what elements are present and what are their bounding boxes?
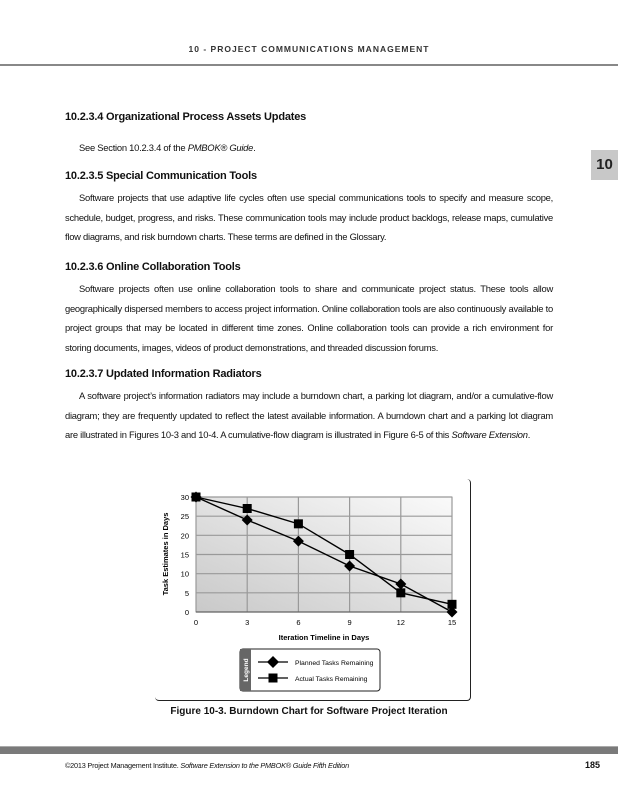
legend-title: Legend — [243, 658, 250, 682]
footer-bar — [0, 746, 618, 754]
section-body — [65, 386, 553, 445]
data-point-actual — [192, 493, 201, 502]
y-tick-label: 0 — [184, 608, 189, 617]
y-axis-label: Task Estimates in Days — [161, 512, 170, 596]
data-point-actual — [448, 600, 457, 609]
legend-label-planned: Planned Tasks Remaining — [295, 660, 374, 667]
x-tick-label: 6 — [296, 618, 301, 627]
body-text: A software project’s information radiators may include a burndown chart, a parking lot diagram, and/or a cumulative-flow diagram; they are frequently updated to reflect the latest available information. A burndown chart and a parking lot diagram are illustrated in Figures 10-3 and 10-4. A cumulative-flow diagram is illustrated in Figure 6-5 of this — [65, 390, 553, 441]
legend-box — [240, 649, 380, 691]
y-tick-label: 30 — [180, 493, 189, 502]
section-body: Software projects that use adaptive life cycles often use special communications tools to specify and measure scope, schedule, budget, progress, and risks. These communication tools may include product backlogs, release maps, cumulative flow diagrams, and risk burndown charts. These terms are defined in the Glossary. — [65, 192, 553, 243]
data-point-actual — [294, 519, 303, 528]
book-title: Software Extension to the PMBOK® Guide Fifth Edition — [180, 761, 349, 770]
x-axis-label: Iteration Timeline in Days — [278, 633, 370, 642]
header-rule — [0, 64, 618, 66]
data-point-actual — [396, 588, 405, 597]
y-tick-label: 10 — [180, 569, 189, 579]
x-tick-label: 15 — [447, 618, 457, 627]
page-number: 185 — [585, 760, 601, 770]
data-point-actual — [243, 504, 252, 513]
body-text: . — [527, 429, 531, 441]
section-body: Software projects often use online collaboration tools to share and communicate project status. These tools allow geographically dispersed members to access project information. Online collaboration tools are also continuously available to project groups that may be located in different time zones. Online collaboration tools can provide a rich environment for storing documents, images, videos of product demonstrations, and threaded discussion forums. — [65, 283, 553, 353]
section-heading: 10.2.3.4 Organizational Process Assets Updates — [65, 111, 307, 123]
x-tick-label: 12 — [396, 618, 405, 627]
section-heading: 10.2.3.6 Online Collaboration Tools — [65, 261, 241, 273]
y-tick-label: 20 — [180, 531, 189, 541]
y-tick-label: 5 — [184, 588, 189, 598]
running-head: 10 - PROJECT COMMUNICATIONS MANAGEMENT — [188, 44, 430, 54]
section-heading: 10.2.3.7 Updated Information Radiators — [65, 368, 262, 380]
emphasis: Software Extension — [451, 429, 528, 441]
y-tick-label: 25 — [180, 512, 189, 522]
y-tick-label: 15 — [180, 550, 189, 560]
figure-caption: Figure 10-3. Burndown Chart for Software Project Iteration — [170, 706, 448, 717]
body-text: See Section 10.2.3.4 of the — [79, 142, 188, 153]
chapter-tab: 10 — [591, 150, 618, 180]
x-tick-label: 9 — [347, 618, 352, 627]
data-point-actual — [345, 550, 354, 559]
copyright: ©2013 Project Management Institute. — [65, 761, 181, 770]
body-text: . — [253, 142, 256, 153]
x-tick-label: 3 — [245, 618, 250, 627]
section-body — [65, 138, 553, 158]
section-heading: 10.2.3.5 Special Communication Tools — [65, 170, 257, 182]
emphasis: PMBOK® Guide — [187, 142, 254, 153]
legend-square-marker — [269, 674, 278, 683]
legend-label-actual: Actual Tasks Remaining — [295, 676, 368, 683]
x-tick-label: 0 — [193, 618, 199, 627]
footer-text — [65, 761, 349, 770]
burndown-chart — [155, 479, 470, 700]
